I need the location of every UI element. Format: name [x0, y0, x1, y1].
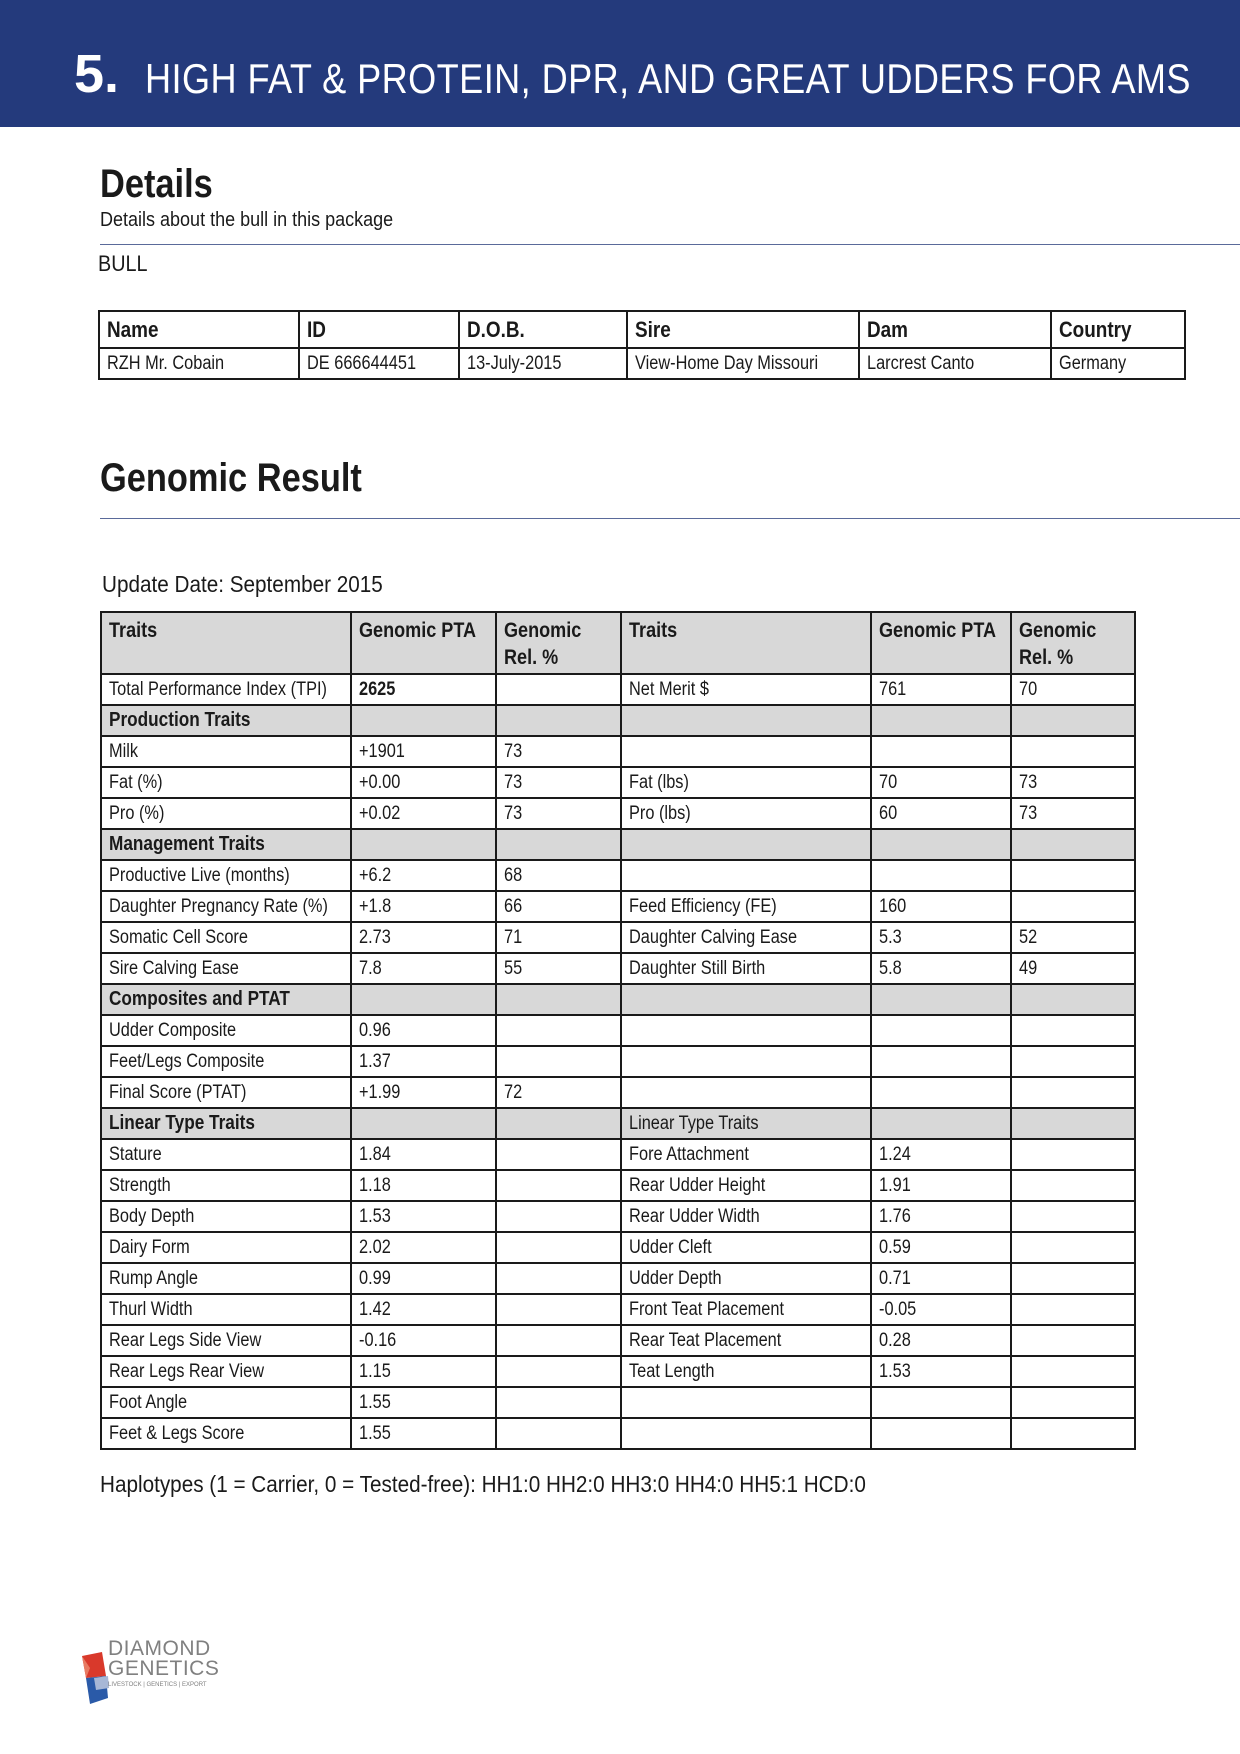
genomic-pta: 0.71: [871, 1263, 1011, 1294]
genomic-pta: [351, 829, 496, 860]
trait-name: Pro (lbs): [621, 798, 871, 829]
trait-name: Front Teat Placement: [621, 1294, 871, 1325]
trait-name: Linear Type Traits: [101, 1108, 351, 1139]
genomic-rel: 68: [496, 860, 621, 891]
genomic-rel: [1011, 1170, 1135, 1201]
genomic-pta: +1.99: [351, 1077, 496, 1108]
table-row: [101, 767, 1135, 798]
table-row: [101, 736, 1135, 767]
bull-label: BULL: [98, 251, 148, 276]
table-row: [101, 1201, 1135, 1232]
details-subtitle: Details about the bull in this package: [100, 209, 394, 231]
genomic-pta: [871, 1108, 1011, 1139]
column-header: Name: [99, 311, 299, 348]
genomic-rel: [496, 1046, 621, 1077]
section-row: [101, 705, 1135, 736]
genomic-pta: 2.73: [351, 922, 496, 953]
genomic-pta: +1.8: [351, 891, 496, 922]
genomic-pta: 761: [871, 674, 1011, 705]
trait-name: Fat (%): [101, 767, 351, 798]
trait-name: Somatic Cell Score: [101, 922, 351, 953]
genomic-pta: 1.53: [351, 1201, 496, 1232]
genomic-pta: 70: [871, 767, 1011, 798]
bull-dob: 13-July-2015: [459, 348, 627, 379]
trait-name: Feed Efficiency (FE): [621, 891, 871, 922]
genomic-pta: [871, 1387, 1011, 1418]
diamond-genetics-logo: [80, 1638, 230, 1708]
genomic-pta: [871, 1077, 1011, 1108]
genomic-rel: [496, 1263, 621, 1294]
genomic-pta: [351, 1108, 496, 1139]
genomic-pta: 1.37: [351, 1046, 496, 1077]
genomic-pta: 60: [871, 798, 1011, 829]
genomic-rel: 73: [1011, 767, 1135, 798]
trait-name: Rear Udder Height: [621, 1170, 871, 1201]
genomic-pta: [871, 860, 1011, 891]
genomic-rel: [496, 1294, 621, 1325]
column-header-pta: Genomic PTA: [871, 612, 1011, 674]
genomic-pta: -0.05: [871, 1294, 1011, 1325]
title-banner: [0, 0, 1240, 127]
genomic-rel: 71: [496, 922, 621, 953]
trait-name: Foot Angle: [101, 1387, 351, 1418]
section-number: 5.: [74, 44, 120, 104]
genomic-pta: [871, 705, 1011, 736]
bull-id: DE 666644451: [299, 348, 459, 379]
table-row: [101, 1170, 1135, 1201]
details-value-row: [99, 348, 1185, 379]
genomic-rel: 73: [496, 798, 621, 829]
genomic-heading: Genomic Result: [100, 456, 362, 500]
genomic-pta: 2.02: [351, 1232, 496, 1263]
genomic-header-row: [101, 612, 1135, 674]
genomic-rel: [1011, 984, 1135, 1015]
genomic-rel: [496, 1201, 621, 1232]
genomic-rel: [1011, 891, 1135, 922]
genomic-pta: +1901: [351, 736, 496, 767]
trait-name: Feet & Legs Score: [101, 1418, 351, 1449]
genomic-pta: 1.42: [351, 1294, 496, 1325]
table-row: [101, 922, 1135, 953]
genomic-rel: [496, 1015, 621, 1046]
page-title: HIGH FAT & PROTEIN, DPR, AND GREAT UDDERS FOR AMS: [145, 55, 1191, 102]
genomic-rel: [496, 1356, 621, 1387]
trait-name: Feet/Legs Composite: [101, 1046, 351, 1077]
genomic-pta: [871, 1015, 1011, 1046]
genomic-rel: [1011, 1046, 1135, 1077]
genomic-pta: [351, 705, 496, 736]
column-header: Sire: [627, 311, 859, 348]
table-row: [101, 860, 1135, 891]
genomic-rel: [496, 1170, 621, 1201]
table-row: [101, 1015, 1135, 1046]
details-header-row: [99, 311, 1185, 348]
trait-name: Final Score (PTAT): [101, 1077, 351, 1108]
trait-name: Linear Type Traits: [621, 1108, 871, 1139]
genomic-rel: [1011, 1418, 1135, 1449]
column-header-traits: Traits: [621, 612, 871, 674]
genomic-pta: 2625: [351, 674, 496, 705]
trait-name: Stature: [101, 1139, 351, 1170]
table-row: [101, 1387, 1135, 1418]
table-row: [101, 1356, 1135, 1387]
trait-name: Fat (lbs): [621, 767, 871, 798]
genomic-pta: 7.8: [351, 953, 496, 984]
details-heading: Details: [100, 162, 213, 206]
genomic-pta: 1.18: [351, 1170, 496, 1201]
genomic-rel: [1011, 1201, 1135, 1232]
table-row: [101, 1046, 1135, 1077]
table-row: [101, 674, 1135, 705]
genomic-pta: [871, 736, 1011, 767]
genomic-rel: [1011, 1232, 1135, 1263]
genomic-rel: [1011, 829, 1135, 860]
genomic-rel: [496, 1325, 621, 1356]
genomic-pta: 1.53: [871, 1356, 1011, 1387]
genomic-divider: [100, 518, 1240, 519]
trait-name: Rump Angle: [101, 1263, 351, 1294]
genomic-pta: 0.28: [871, 1325, 1011, 1356]
section-row: [101, 1108, 1135, 1139]
trait-name: [621, 860, 871, 891]
genomic-pta: 1.55: [351, 1387, 496, 1418]
genomic-pta: 1.76: [871, 1201, 1011, 1232]
genomic-rel: [1011, 736, 1135, 767]
bull-details-table: [98, 310, 1186, 380]
logo-line1: DIAMOND: [108, 1637, 211, 1660]
genomic-rel: [1011, 1387, 1135, 1418]
genomic-rel: [496, 829, 621, 860]
genomic-rel: 66: [496, 891, 621, 922]
trait-name: [621, 984, 871, 1015]
trait-name: Daughter Pregnancy Rate (%): [101, 891, 351, 922]
genomic-rel: 55: [496, 953, 621, 984]
genomic-rel: [496, 1232, 621, 1263]
trait-name: [621, 1077, 871, 1108]
table-row: [101, 1418, 1135, 1449]
trait-name: Rear Udder Width: [621, 1201, 871, 1232]
trait-name: [621, 829, 871, 860]
genomic-pta: 1.15: [351, 1356, 496, 1387]
genomic-rel: 73: [496, 767, 621, 798]
bull-name: RZH Mr. Cobain: [99, 348, 299, 379]
column-header-rel: Genomic Rel. %: [496, 612, 621, 674]
genomic-rel: 70: [1011, 674, 1135, 705]
genomic-pta: 1.55: [351, 1418, 496, 1449]
genomic-rel: [496, 705, 621, 736]
genomic-pta: +0.00: [351, 767, 496, 798]
trait-name: Net Merit $: [621, 674, 871, 705]
trait-name: Dairy Form: [101, 1232, 351, 1263]
column-header: Dam: [859, 311, 1051, 348]
table-row: [101, 953, 1135, 984]
genomic-pta: 1.84: [351, 1139, 496, 1170]
table-row: [101, 891, 1135, 922]
genomic-rel: [1011, 1263, 1135, 1294]
bull-sire: View-Home Day Missouri: [627, 348, 859, 379]
trait-name: Milk: [101, 736, 351, 767]
trait-name: Daughter Calving Ease: [621, 922, 871, 953]
genomic-pta: 5.8: [871, 953, 1011, 984]
trait-name: Rear Legs Side View: [101, 1325, 351, 1356]
table-row: [101, 1139, 1135, 1170]
genomic-results-table: [100, 611, 1136, 1450]
genomic-pta: +0.02: [351, 798, 496, 829]
section-row: [101, 984, 1135, 1015]
column-header: ID: [299, 311, 459, 348]
genomic-rel: [1011, 705, 1135, 736]
genomic-rel: [1011, 1139, 1135, 1170]
genomic-pta: +6.2: [351, 860, 496, 891]
table-row: [101, 1294, 1135, 1325]
genomic-rel: [1011, 1325, 1135, 1356]
genomic-rel: [496, 1418, 621, 1449]
logo-tagline: LIVESTOCK | GENETICS | EXPORT: [108, 1682, 207, 1688]
genomic-pta: [871, 984, 1011, 1015]
genomic-rel: [496, 1139, 621, 1170]
trait-name: Composites and PTAT: [101, 984, 351, 1015]
trait-name: [621, 736, 871, 767]
trait-name: Udder Cleft: [621, 1232, 871, 1263]
genomic-pta: 160: [871, 891, 1011, 922]
genomic-rel: [1011, 1015, 1135, 1046]
trait-name: Productive Live (months): [101, 860, 351, 891]
trait-name: [621, 1418, 871, 1449]
genomic-rel: 73: [1011, 798, 1135, 829]
haplotypes-note: Haplotypes (1 = Carrier, 0 = Tested-free): HH1:0 HH2:0 HH3:0 HH4:0 HH5:1 HCD:0: [100, 1471, 866, 1497]
genomic-pta: 0.99: [351, 1263, 496, 1294]
genomic-rel: 73: [496, 736, 621, 767]
genomic-rel: [1011, 1356, 1135, 1387]
table-row: [101, 1077, 1135, 1108]
genomic-rel: 72: [496, 1077, 621, 1108]
genomic-pta: 1.91: [871, 1170, 1011, 1201]
trait-name: Sire Calving Ease: [101, 953, 351, 984]
table-row: [101, 798, 1135, 829]
diamond-logo-icon: [80, 1638, 110, 1706]
trait-name: Udder Composite: [101, 1015, 351, 1046]
logo-line2: GENETICS: [108, 1657, 220, 1680]
trait-name: Total Performance Index (TPI): [101, 674, 351, 705]
trait-name: Fore Attachment: [621, 1139, 871, 1170]
genomic-pta: 5.3: [871, 922, 1011, 953]
trait-name: [621, 1387, 871, 1418]
genomic-rel: 49: [1011, 953, 1135, 984]
trait-name: [621, 705, 871, 736]
column-header-traits: Traits: [101, 612, 351, 674]
column-header: D.O.B.: [459, 311, 627, 348]
bull-dam: Larcrest Canto: [859, 348, 1051, 379]
column-header-pta: Genomic PTA: [351, 612, 496, 674]
trait-name: Thurl Width: [101, 1294, 351, 1325]
genomic-rel: [1011, 860, 1135, 891]
genomic-pta: 1.24: [871, 1139, 1011, 1170]
update-date-value: September 2015: [229, 571, 383, 597]
trait-name: Strength: [101, 1170, 351, 1201]
table-row: [101, 1232, 1135, 1263]
trait-name: Body Depth: [101, 1201, 351, 1232]
trait-name: Teat Length: [621, 1356, 871, 1387]
trait-name: Production Traits: [101, 705, 351, 736]
trait-name: Management Traits: [101, 829, 351, 860]
genomic-rel: [1011, 1077, 1135, 1108]
genomic-rel: [496, 674, 621, 705]
bull-country: Germany: [1051, 348, 1185, 379]
update-date: [102, 570, 383, 598]
table-row: [101, 1263, 1135, 1294]
genomic-rel: [496, 984, 621, 1015]
genomic-pta: 0.96: [351, 1015, 496, 1046]
genomic-pta: -0.16: [351, 1325, 496, 1356]
genomic-rel: [496, 1387, 621, 1418]
section-row: [101, 829, 1135, 860]
trait-name: Daughter Still Birth: [621, 953, 871, 984]
table-row: [101, 1325, 1135, 1356]
trait-name: Rear Legs Rear View: [101, 1356, 351, 1387]
genomic-pta: [871, 1418, 1011, 1449]
trait-name: Pro (%): [101, 798, 351, 829]
genomic-pta: [871, 1046, 1011, 1077]
trait-name: [621, 1046, 871, 1077]
trait-name: Rear Teat Placement: [621, 1325, 871, 1356]
details-divider: [100, 244, 1240, 245]
genomic-pta: [351, 984, 496, 1015]
genomic-pta: 0.59: [871, 1232, 1011, 1263]
column-header-rel: Genomic Rel. %: [1011, 612, 1135, 674]
genomic-pta: [871, 829, 1011, 860]
genomic-rel: [1011, 1108, 1135, 1139]
genomic-rel: 52: [1011, 922, 1135, 953]
genomic-rel: [1011, 1294, 1135, 1325]
trait-name: [621, 1015, 871, 1046]
trait-name: Udder Depth: [621, 1263, 871, 1294]
column-header: Country: [1051, 311, 1185, 348]
genomic-rel: [496, 1108, 621, 1139]
update-date-label: Update Date:: [102, 571, 224, 597]
